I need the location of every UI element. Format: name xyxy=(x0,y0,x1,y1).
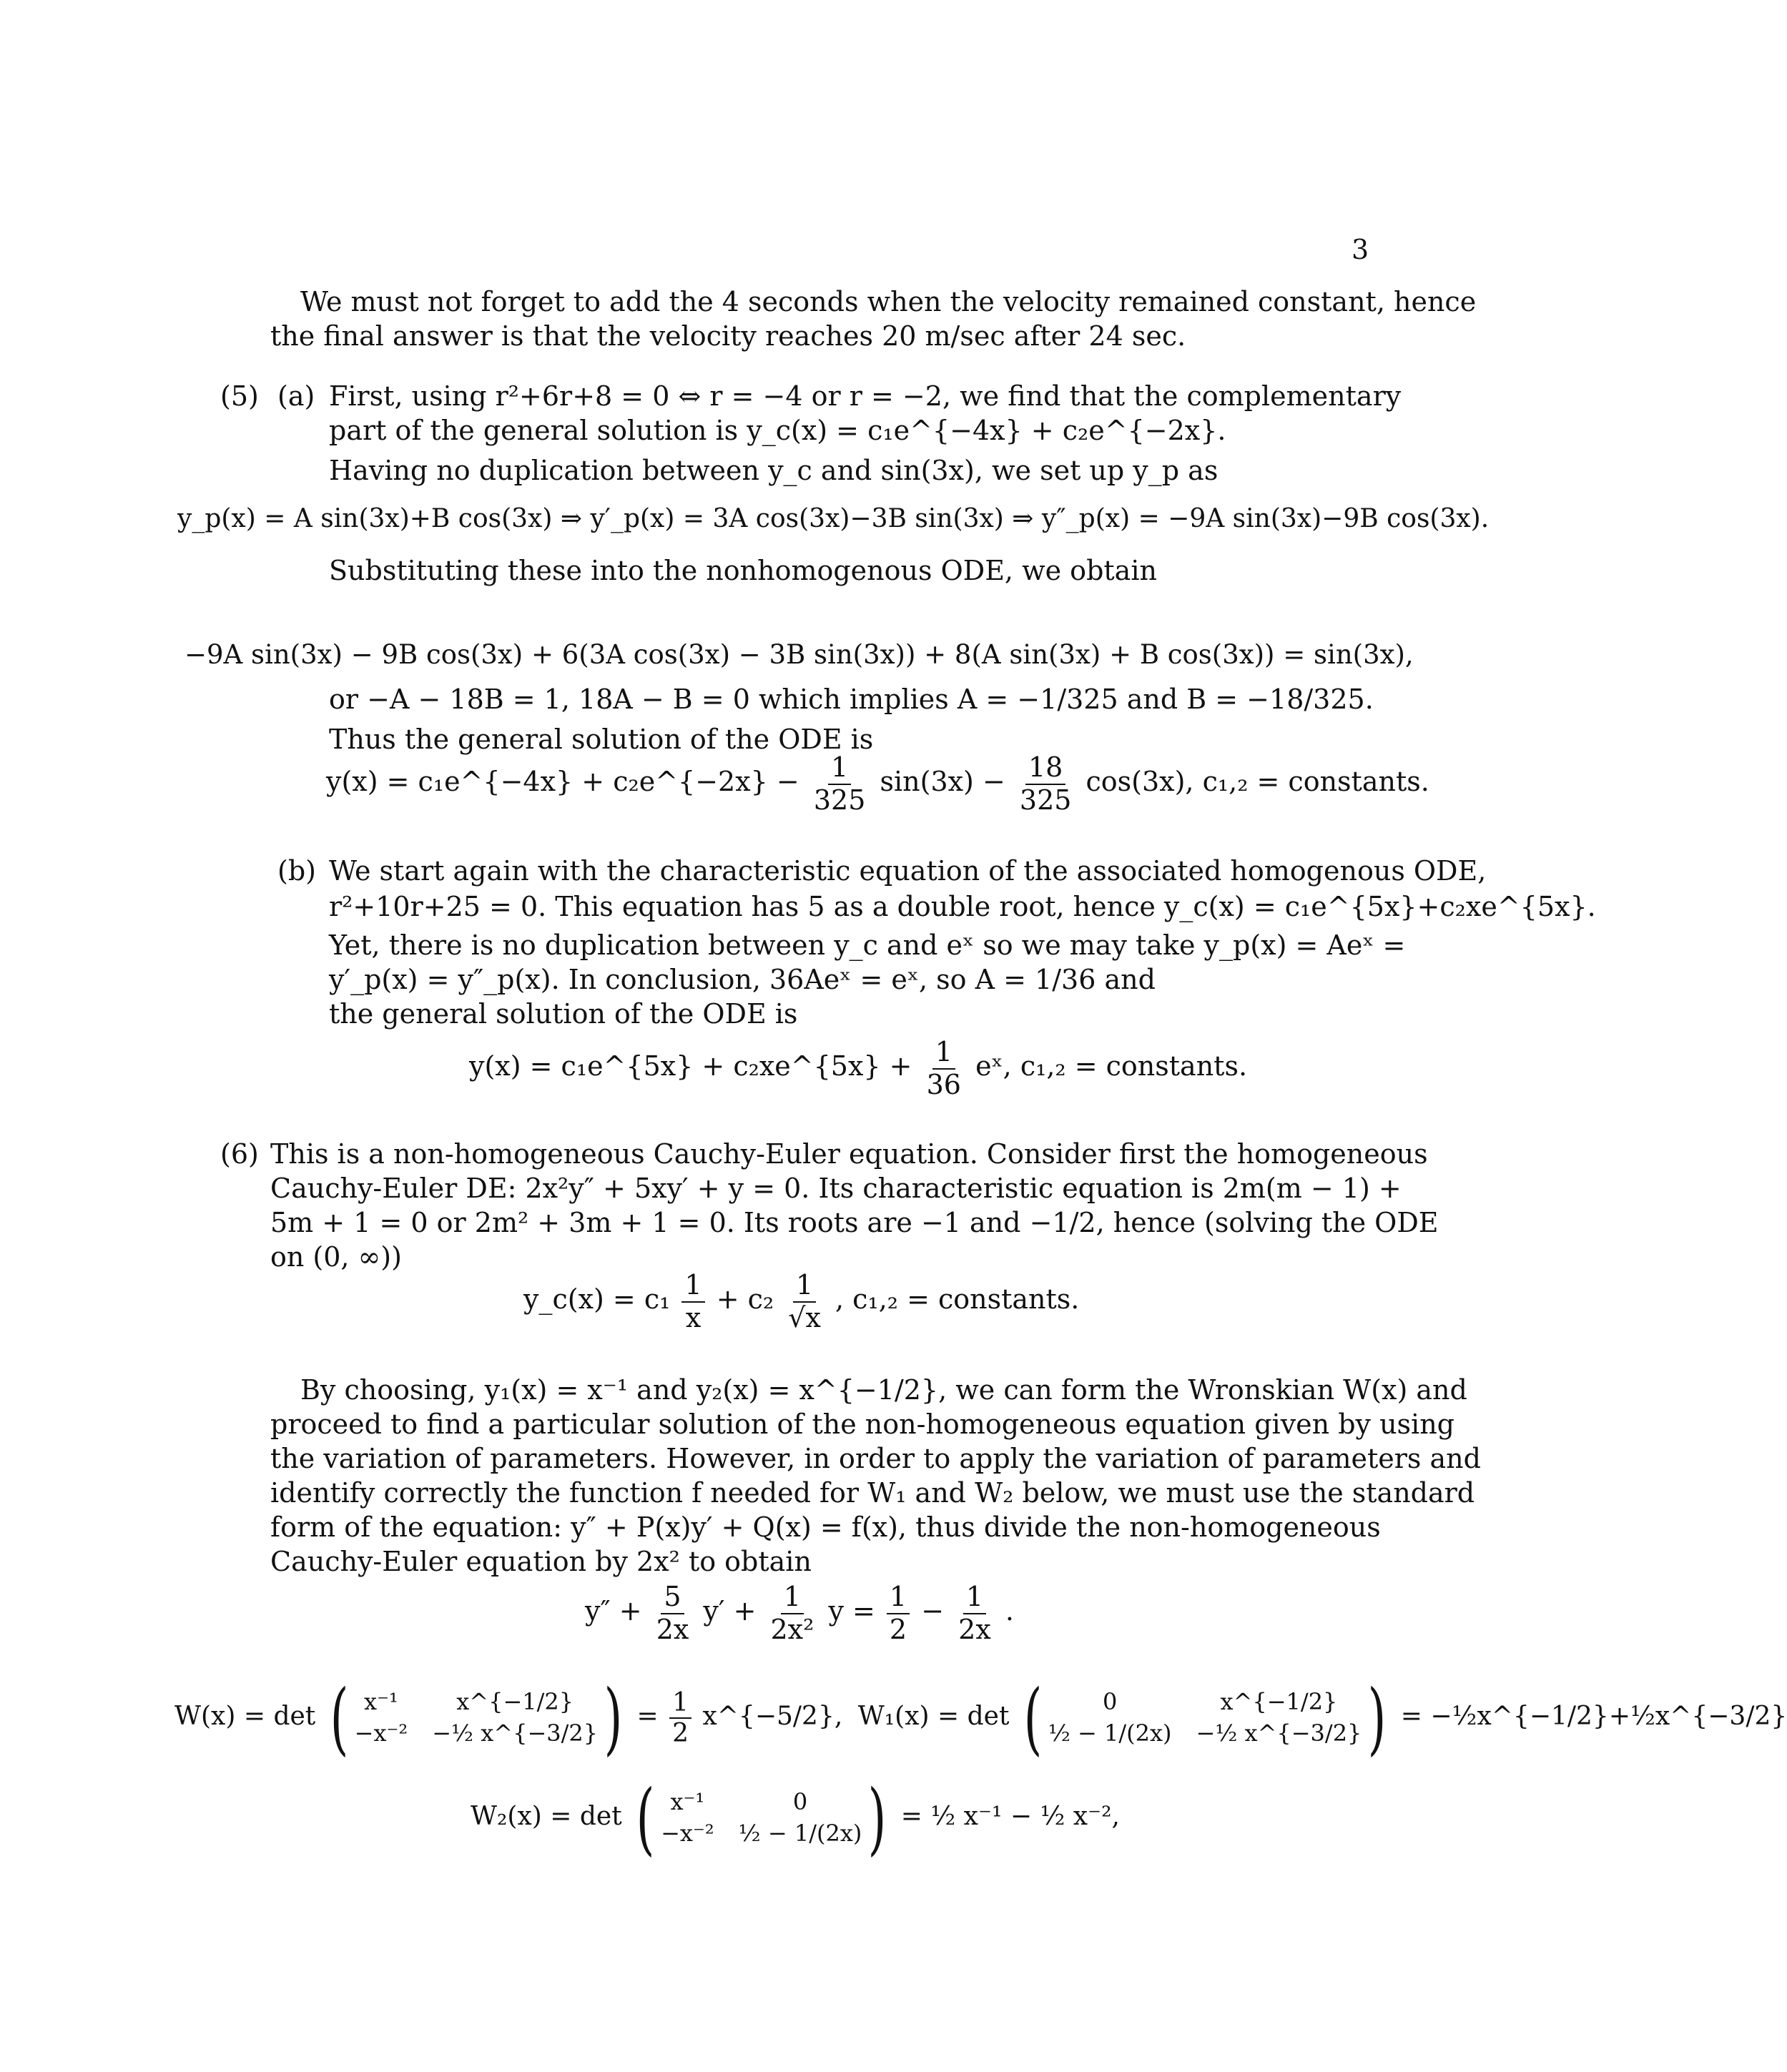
eq-gen-b-rhs: eˣ, c₁,₂ = constants. xyxy=(975,1050,1248,1082)
std-p5: . xyxy=(1005,1595,1014,1627)
problem-6-line-3: 5m + 1 = 0 or 2m² + 3m + 1 = 0. Its roots are −1 and −1/2, hence (solving the ODE xyxy=(270,1207,1439,1238)
part-a-line-4: Substituting these into the nonhomogenous ODE, we obtain xyxy=(329,555,1157,586)
p6-para2-line-3: the variation of parameters. However, in order to apply the variation of parameters and xyxy=(270,1443,1481,1474)
eq-gen-a-frac-1 xyxy=(811,752,869,816)
eq-yc xyxy=(523,1270,1079,1333)
right-paren: ) xyxy=(1367,1672,1387,1764)
w2-matrix xyxy=(630,1772,892,1864)
p6-para2-line-1: By choosing, y₁(x) = x⁻¹ and y₂(x) = x^{−1/2}, we can form the Wronskian W(x) and xyxy=(300,1374,1467,1406)
page-number: 3 xyxy=(1352,234,1369,265)
std-f2-den: 2x² xyxy=(770,1613,814,1645)
left-paren: ( xyxy=(330,1672,349,1764)
w-rhs-frac xyxy=(669,1688,691,1749)
yc-f2-den: √x xyxy=(788,1301,821,1333)
eq-gen-a-mid: sin(3x) − xyxy=(880,766,1005,798)
p6-para2-line-2: proceed to find a particular solution of the non-homogeneous equation given by using xyxy=(270,1409,1455,1440)
w1-matrix xyxy=(1018,1672,1392,1764)
std-f1-den: 2x xyxy=(656,1613,689,1645)
std-p2: y′ + xyxy=(703,1595,757,1627)
part-b-label: (b) xyxy=(277,855,316,887)
p6-para2-line-5: form of the equation: y″ + P(x)y′ + Q(x) = f(x), thus divide the non-homogeneous xyxy=(270,1511,1381,1543)
frac2-num: 18 xyxy=(1025,752,1065,785)
right-paren: ) xyxy=(867,1772,887,1864)
yc-f1-den: x xyxy=(685,1301,701,1333)
w-matrix xyxy=(324,1672,629,1764)
eq-wronskian-row xyxy=(174,1672,1787,1764)
std-p3: y = xyxy=(828,1595,875,1627)
std-f4-num: 1 xyxy=(963,1582,986,1614)
w2-m-21: −x⁻² xyxy=(661,1820,714,1847)
problem-6-line-4: on (0, ∞)) xyxy=(270,1241,402,1273)
intro-line-1: We must not forget to add the 4 seconds when the velocity remained constant, hence xyxy=(300,286,1477,317)
frac-b-den: 36 xyxy=(926,1068,961,1100)
eq-yp: y_p(x) = A sin(3x)+B cos(3x) ⇒ y′_p(x) = 3A cos(3x)−3B sin(3x) ⇒ y″_p(x) = −9A sin(3x)−9B cos(3x). xyxy=(177,504,1490,533)
w1-lhs: W₁(x) = det xyxy=(857,1702,1010,1731)
part-b-line-1: We start again with the characteristic equation of the associated homogenous ODE, xyxy=(329,855,1487,887)
eq-general-solution-a xyxy=(326,752,1429,816)
frac2-den: 325 xyxy=(1019,784,1072,816)
eq-yc-frac-2 xyxy=(785,1270,824,1333)
w-frac-num: 1 xyxy=(669,1688,691,1719)
part-a-label: (a) xyxy=(277,380,315,412)
p6-para2-line-6: Cauchy-Euler equation by 2x² to obtain xyxy=(270,1546,812,1577)
problem-5-label: (5) xyxy=(220,380,259,412)
problem-6-line-1: This is a non-homogeneous Cauchy-Euler equation. Consider first the homogeneous xyxy=(270,1138,1428,1170)
std-frac-1 xyxy=(654,1582,692,1645)
eq-gen-a-frac-2 xyxy=(1017,752,1075,816)
intro-line-2: the final answer is that the velocity reaches 20 m/sec after 24 sec. xyxy=(270,320,1186,352)
part-a-line-3: Having no duplication between y_c and sin(3x), we set up y_p as xyxy=(329,455,1219,486)
eq-gen-b-frac xyxy=(924,1037,964,1100)
part-a-line-2: part of the general solution is y_c(x) = c₁e^{−4x} + c₂e^{−2x}. xyxy=(329,415,1226,446)
w-m-22: −½ x^{−3/2} xyxy=(432,1720,599,1747)
yc-f2-num: 1 xyxy=(793,1270,816,1303)
w2-m-11: x⁻¹ xyxy=(670,1788,705,1816)
std-frac-4 xyxy=(955,1582,994,1645)
w-rhs-post: x^{−5/2}, xyxy=(702,1702,843,1731)
w1-m-21: ½ − 1/(2x) xyxy=(1048,1720,1172,1747)
w2-m-12: 0 xyxy=(792,1788,808,1816)
yc-f1-num: 1 xyxy=(681,1270,704,1303)
std-f1-num: 5 xyxy=(661,1582,684,1614)
eq-w2-row xyxy=(471,1772,1120,1864)
w-m-11: x⁻¹ xyxy=(364,1688,398,1716)
w-eq: = xyxy=(636,1702,659,1731)
eq-yc-rhs: , c₁,₂ = constants. xyxy=(835,1283,1080,1316)
w1-m-11: 0 xyxy=(1102,1688,1118,1716)
w2-rhs: = ½ x⁻¹ − ½ x⁻², xyxy=(900,1802,1120,1831)
std-f4-den: 2x xyxy=(958,1613,991,1645)
w2-matrix-grid xyxy=(661,1787,862,1848)
eq-general-solution-b xyxy=(469,1037,1247,1100)
part-b-line-4: y′_p(x) = y″_p(x). In conclusion, 36Aeˣ = eˣ, so A = 1/36 and xyxy=(329,964,1156,995)
w2-m-22: ½ − 1/(2x) xyxy=(738,1820,862,1847)
w1-m-22: −½ x^{−3/2} xyxy=(1196,1720,1362,1747)
eq-yc-lhs: y_c(x) = c₁ xyxy=(523,1283,671,1316)
w-frac-den: 2 xyxy=(672,1719,689,1748)
eq-gen-a-lhs: y(x) = c₁e^{−4x} + c₂e^{−2x} − xyxy=(326,766,799,798)
eq-yc-frac-1 xyxy=(681,1270,704,1333)
eq-standard-form xyxy=(585,1582,1014,1645)
w-matrix-grid xyxy=(355,1687,598,1748)
std-frac-3 xyxy=(887,1582,910,1645)
std-f3-den: 2 xyxy=(889,1613,907,1645)
eq-substitution: −9A sin(3x) − 9B cos(3x) + 6(3A cos(3x) − 3B sin(3x)) + 8(A sin(3x) + B cos(3x)) = sin(3x), xyxy=(184,639,1414,670)
eq-yc-mid: + c₂ xyxy=(716,1283,774,1316)
frac1-num: 1 xyxy=(828,752,851,785)
std-frac-2 xyxy=(768,1582,817,1645)
problem-6-label: (6) xyxy=(220,1138,259,1170)
std-f3-num: 1 xyxy=(887,1582,910,1614)
frac-b-num: 1 xyxy=(932,1037,955,1070)
part-b-line-5: the general solution of the ODE is xyxy=(329,998,798,1030)
frac1-den: 325 xyxy=(813,784,866,816)
problem-6-line-2: Cauchy-Euler DE: 2x²y″ + 5xy′ + y = 0. Its characteristic equation is 2m(m − 1) + xyxy=(270,1173,1402,1204)
part-a-line-5: or −A − 18B = 1, 18A − B = 0 which implies A = −1/325 and B = −18/325. xyxy=(329,684,1374,715)
std-p4: − xyxy=(921,1595,945,1627)
eq-gen-b-lhs: y(x) = c₁e^{5x} + c₂xe^{5x} + xyxy=(469,1050,912,1082)
w1-rhs: = −½x^{−1/2}+½x^{−3/2} xyxy=(1400,1702,1787,1731)
w2-lhs: W₂(x) = det xyxy=(471,1802,622,1831)
eq-gen-a-rhs: cos(3x), c₁,₂ = constants. xyxy=(1086,766,1429,798)
part-a-line-6: Thus the general solution of the ODE is xyxy=(329,724,874,755)
w1-matrix-grid xyxy=(1048,1687,1362,1748)
left-paren: ( xyxy=(1023,1672,1043,1764)
w-m-21: −x⁻² xyxy=(354,1720,408,1747)
left-paren: ( xyxy=(636,1772,655,1864)
std-f2-num: 1 xyxy=(781,1582,804,1614)
std-p1: y″ + xyxy=(585,1595,642,1627)
right-paren: ) xyxy=(604,1672,623,1764)
p6-para2-line-4: identify correctly the function f needed for W₁ and W₂ below, we must use the standard xyxy=(270,1477,1475,1509)
w-m-12: x^{−1/2} xyxy=(456,1688,574,1716)
w-lhs: W(x) = det xyxy=(174,1702,316,1731)
part-b-line-3: Yet, there is no duplication between y_c and eˣ so we may take y_p(x) = Aeˣ = xyxy=(329,929,1406,961)
w1-m-12: x^{−1/2} xyxy=(1220,1688,1338,1716)
part-a-line-1: First, using r²+6r+8 = 0 ⇔ r = −4 or r = −2, we find that the complementary xyxy=(329,380,1402,412)
part-b-line-2: r²+10r+25 = 0. This equation has 5 as a double root, hence y_c(x) = c₁e^{5x}+c₂xe^{5x}. xyxy=(329,891,1596,922)
